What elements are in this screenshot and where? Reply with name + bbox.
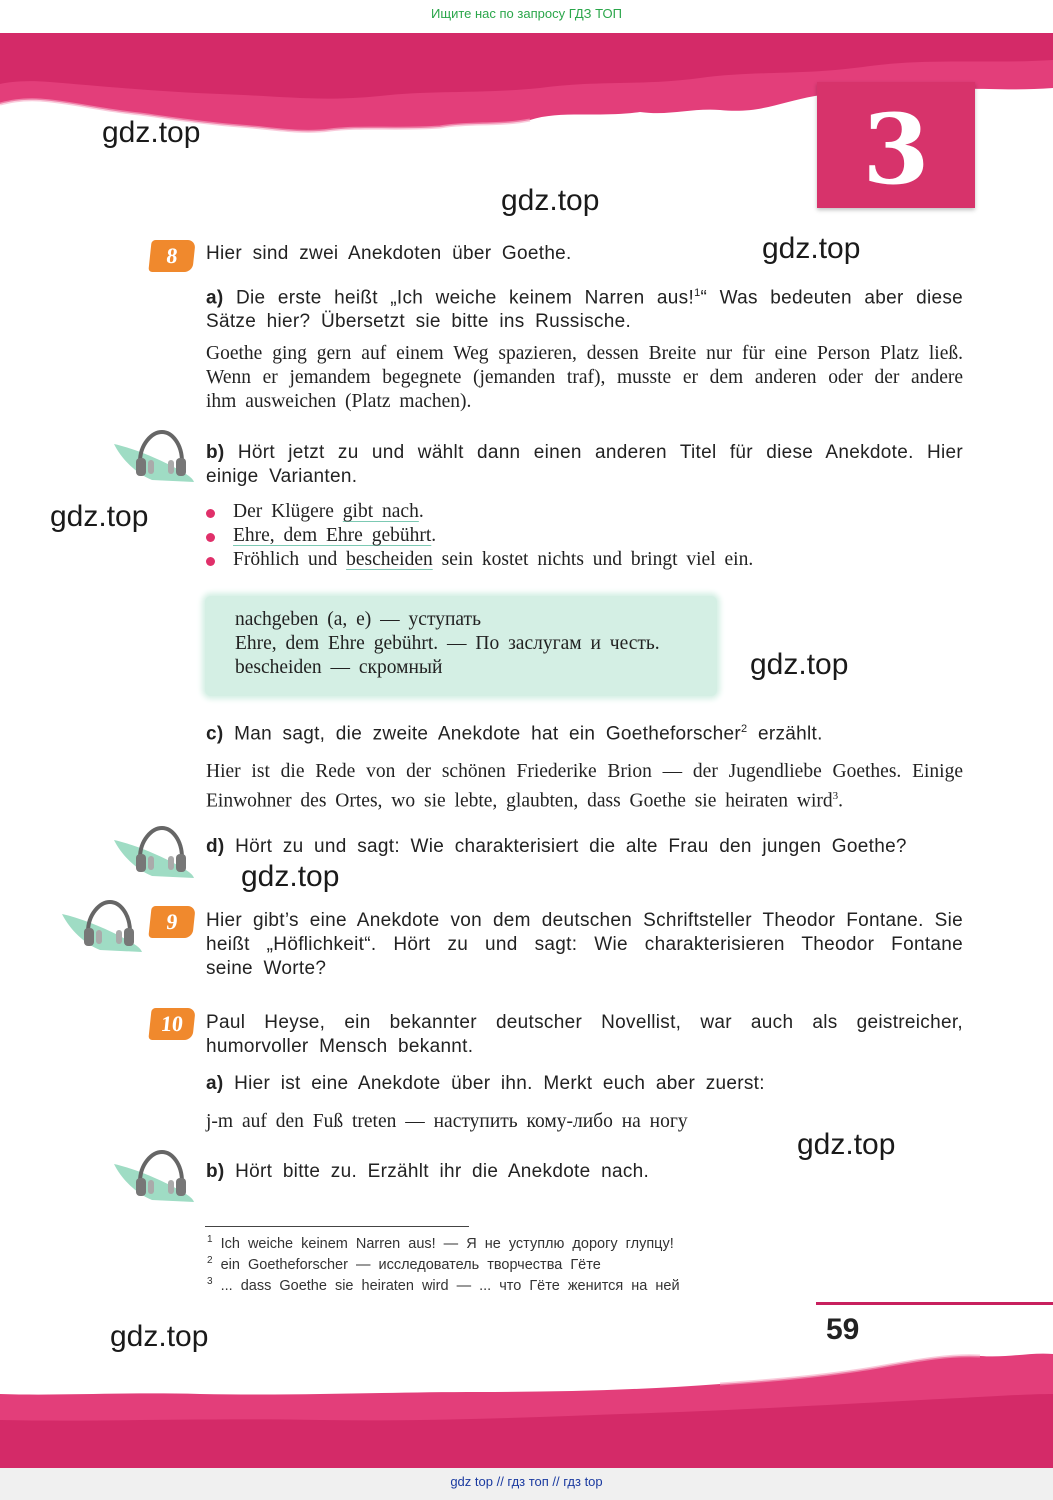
exercise-8d [206, 836, 907, 858]
exercise-9-badge: 9 [148, 906, 195, 938]
headphones-icon [112, 426, 196, 486]
task-label: b) [206, 1161, 225, 1182]
task-text: erzählt. [747, 723, 823, 745]
headphones-icon [112, 1146, 196, 1206]
vocabulary-phrase: j-m auf den Fuß treten — наступить кому-либо на ногу [206, 1111, 688, 1132]
footer-note: gdz top // гдз топ // гдз top [450, 1474, 603, 1489]
watermark: gdz.top [501, 184, 600, 217]
task-text: Hier ist eine Anekdote über ihn. Merkt euch aber zuerst: [234, 1073, 765, 1094]
anecdote-text: Hier ist die Rede von der schönen Friederike Brion — der Jugendliebe Goethes. Einige Einwohner des Ortes, wo sie lebte, glaubten, dass Goethe sie heiraten wird$^3$. [206, 761, 963, 812]
headphones-icon [112, 822, 196, 882]
search-note: Ищите нас по запросу ГДЗ ТОП [431, 6, 622, 21]
watermark: gdz.top [241, 860, 340, 893]
variant-item: Ehre, dem Ehre gebührt. [233, 525, 437, 546]
variant-item: Fröhlich und bescheiden sein kostet nichts und bringt viel ein. [233, 549, 754, 570]
bullet [206, 533, 215, 542]
vocabulary-item: nachgeben (a, e) — уступать [235, 609, 481, 630]
bullet [206, 557, 215, 566]
headphones-icon [60, 896, 144, 956]
footnote-rule [205, 1226, 469, 1227]
vocabulary-item: bescheiden — скромный [235, 657, 443, 678]
footnote-ref: 1 [694, 287, 701, 299]
watermark: gdz.top [50, 500, 149, 533]
bullet [206, 509, 215, 518]
task-text: Die erste heißt „Ich weiche keinem Narren aus! [235, 287, 695, 309]
watermark: gdz.top [102, 116, 201, 149]
exercise-8c [206, 723, 823, 745]
exercise-10-intro: Paul Heyse, ein bekannter deutscher Novellist, war auch als geistreicher, humorvoller Mensch bekannt. [206, 1012, 963, 1057]
task-label: a) [206, 287, 224, 309]
anecdote-text: Goethe ging gern auf einem Weg spazieren, dessen Breite nur für eine Person Platz ließ. Wenn er jemandem begegnete (jemanden traf), musste er dem anderen oder der andere ihm ausweichen (Platz machen). [206, 343, 963, 412]
vocabulary-item: Ehre, dem Ehre gebührt. — По заслугам и честь. [235, 633, 660, 654]
watermark: gdz.top [762, 232, 861, 265]
exercise-10-badge: 10 [148, 1008, 195, 1040]
exercise-8-badge: 8 [148, 240, 195, 272]
page-number: 59 [826, 1313, 860, 1346]
task-label: b) [206, 442, 225, 463]
vocabulary-list [235, 608, 695, 680]
watermark: gdz.top [110, 1320, 209, 1353]
footnote: $^2$ ein Goetheforscher — исследователь творчества Гёте [207, 1255, 601, 1273]
task-text: Hört jetzt zu und wählt dann einen anderen Titel für diese Anekdote. Hier einige Varianten. [206, 442, 963, 487]
exercise-9-text: Hier gibt’s eine Anekdote von dem deutschen Schriftsteller Theodor Fontane. Sie heißt „Höflichkeit“. Hört zu und sagt: Wie charakterisieren Theodor Fontane seine Worte? [206, 910, 963, 979]
variant-item: Der Klügere gibt nach. [233, 501, 424, 522]
footer-band [0, 1350, 1053, 1468]
watermark: gdz.top [750, 648, 849, 681]
task-text: Hört bitte zu. Erzählt ihr die Anekdote nach. [235, 1161, 650, 1182]
footnote: $^1$ Ich weiche keinem Narren aus! — Я не уступлю дорогу глупцу! [207, 1234, 674, 1252]
exercise-10a [206, 1073, 765, 1095]
exercise-8b [206, 441, 963, 489]
task-label: a) [206, 1073, 224, 1094]
exercise-8-intro: Hier sind zwei Anekdoten über Goethe. [206, 243, 572, 264]
footnote: $^3$ ... dass Goethe sie heiraten wird — ... что Гёте женится на ней [207, 1276, 680, 1294]
task-text: Man sagt, die zweite Anekdote hat ein Goetheforscher [234, 723, 741, 745]
exercise-8a [206, 281, 963, 334]
page-number-rule [816, 1302, 1053, 1305]
task-text: “ Was bedeuten aber diese Sätze hier? Übersetzt sie bitte ins Russische. [206, 287, 964, 333]
task-text: Hört zu und sagt: Wie charakterisiert die alte Frau den jungen Goethe? [235, 836, 907, 857]
chapter-number: 3 [862, 93, 930, 206]
task-label: c) [206, 723, 224, 745]
task-label: d) [206, 836, 225, 857]
watermark: gdz.top [797, 1128, 896, 1161]
exercise-10b [206, 1161, 649, 1183]
footnote-ref: 2 [740, 723, 748, 735]
